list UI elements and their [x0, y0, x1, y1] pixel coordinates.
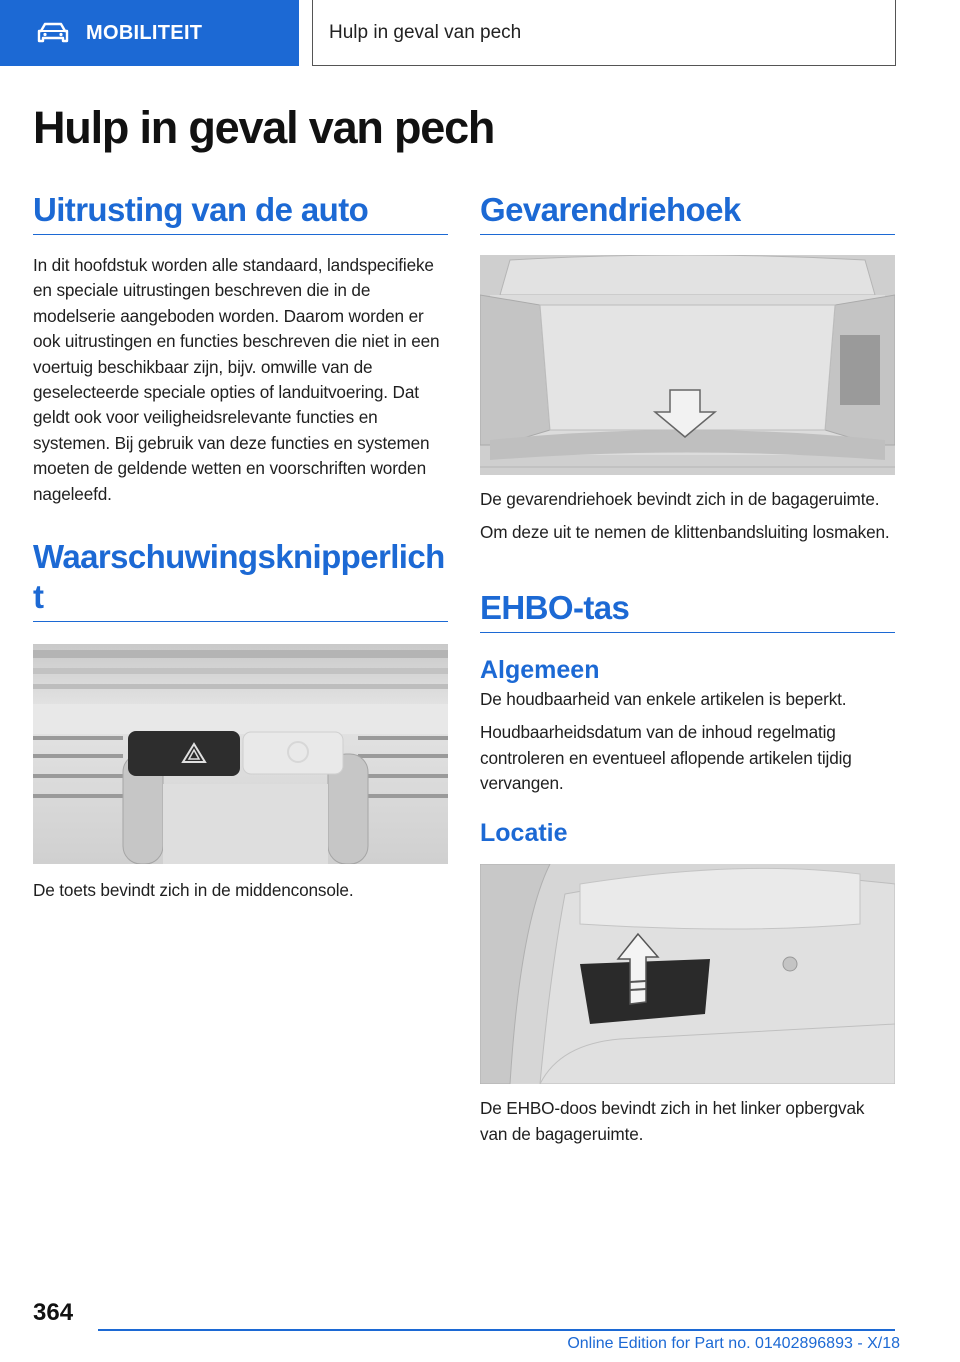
left-column	[33, 190, 448, 903]
caption-hazard-button: De toets bevindt zich in de middenconsole.	[33, 880, 354, 901]
caption-first-aid-kit: De EHBO-doos bevindt zich in het linker opbergvak van de bagageruimte.	[480, 1098, 865, 1144]
section-tab	[0, 0, 299, 66]
page-title: Hulp in geval van pech	[33, 102, 495, 153]
car-icon	[36, 22, 70, 44]
first-aid-kit-location-image	[480, 864, 895, 1084]
paragraph-uitrusting: In dit hoofdstuk worden alle standaard, landspecifieke en speciale uitrustingen beschreven die in de modelserie aangeboden worden. Daarom worden er ook uitrustingen en functies beschreven die niet in een voertuig beschikbaar zijn, bijv. omwille van de geselecteerde speciale opties of landuitvoering. Dat geldt ook voor veiligheidsrelevante functies en systemen. Bij gebruik van deze functies en systemen moeten de geldende wetten en voorschriften worden nageleefd.	[33, 255, 440, 504]
paragraph-gevarendriehoek-1: De gevarendriehoek bevindt zich in de bagageruimte.	[480, 489, 880, 509]
heading-uitrusting: Uitrusting van de auto	[33, 190, 448, 235]
footer-edition: Online Edition for Part no. 01402896893 - X/18	[567, 1335, 900, 1352]
footer-divider	[98, 1329, 895, 1331]
paragraph-gevarendriehoek-2: Om deze uit te nemen de klittenbandsluiting losmaken.	[480, 522, 890, 543]
paragraph-algemeen-2: Houdbaarheidsdatum van de inhoud regelmatig controleren en eventueel aflopende artikelen tijdig vervangen.	[480, 722, 852, 794]
page-number: 364	[33, 1299, 74, 1326]
heading-waarschuwingsknipperlicht	[33, 537, 448, 622]
trunk-warning-triangle-image	[480, 255, 895, 475]
breadcrumb-text: Hulp in geval van pech	[329, 21, 522, 43]
paragraph-algemeen-1: De houdbaarheid van enkele artikelen is beperkt.	[480, 688, 847, 709]
heading-line-1: Waarschuwingsknipperlich	[33, 538, 445, 576]
heading-line-2: t	[33, 578, 44, 616]
breadcrumb	[312, 0, 896, 66]
heading-ehbo-tas: EHBO-tas	[480, 588, 895, 633]
subheading-locatie: Locatie	[480, 819, 568, 848]
hazard-button-image	[33, 644, 448, 864]
section-label: MOBILITEIT	[86, 21, 203, 44]
right-column	[480, 190, 895, 1147]
subheading-algemeen: Algemeen	[480, 655, 600, 684]
heading-gevarendriehoek: Gevarendriehoek	[480, 190, 895, 235]
